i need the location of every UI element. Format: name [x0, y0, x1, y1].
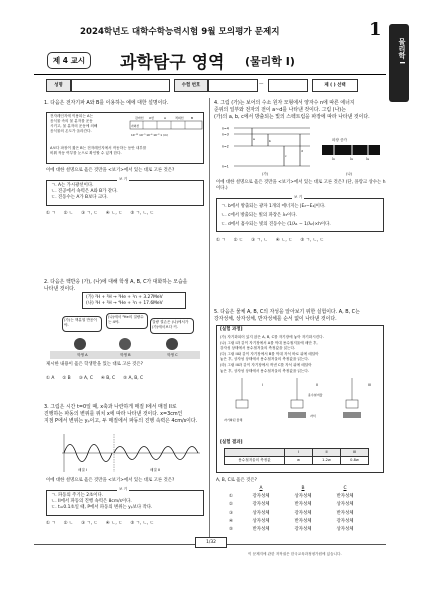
header-rule [34, 74, 386, 75]
q2-stem: 2. 다음은 핵반응 (가), (나)에 대해 학생 A, B, C가 대화하는 모습을 나타낸 것이다. [44, 279, 188, 292]
subject-sub: (물리학 I) [245, 55, 295, 68]
q3-ask: 이에 대한 설명으로 옳은 것만을 <보기>에서 있는 대로 고른 것은? [46, 478, 175, 483]
footer-notice: 이 문제지에 관한 저작권은 한국교육과정평가원에 있습니다. [248, 552, 342, 556]
spectrum-label-a: A [164, 116, 167, 120]
page-number: 1 [369, 19, 382, 40]
q5-figure [222, 376, 382, 422]
q4-bogi-title: 보 기 [294, 195, 303, 199]
q1-choice-3[interactable]: ③ ㄱ, ㄷ [81, 211, 98, 216]
exam-no-dash: — [259, 82, 264, 87]
q3-choice-1[interactable]: ① ㄱ [46, 521, 56, 526]
q4-label-na: (나) [346, 172, 353, 176]
q1-passage-tail: A보다 파장이 짧은 B는 전자레인지에서 작동하는 동안 내부를 비춰 작동 여부를 눈으로 확인할 수 있게 한다. [50, 146, 147, 155]
fig-label-1: I [262, 383, 263, 387]
transition-d: d [301, 149, 303, 153]
side-tab-label: 물리학 I [398, 38, 406, 65]
spectrum-label-gamma: 감마선 [135, 116, 144, 120]
q3-choice-3[interactable]: ③ ㄱ, ㄷ [81, 521, 98, 526]
q3-wave-graph [60, 432, 202, 474]
line-l2: λ₂ [350, 157, 354, 161]
q1-choice-1[interactable]: ① ㄱ [46, 211, 56, 216]
q1-choices [46, 211, 208, 217]
exam-title: 2024학년도 대학수학능력시험 9월 모의평가 문제지 [80, 27, 280, 37]
q1-ask: 이에 대한 설명으로 옳은 것만을 <보기>에서 있는 대로 고른 것은? [46, 168, 175, 173]
q5-ask: A, B, C로 옳은 것은? [216, 478, 257, 483]
q5-answer-table: A B C ① 강자성체 상자성체 반자성체 ② 강자성체 반자성체 상자성체 ③ 상자성체 강자성체 반자성체 ④ 상자성체 반자성체 강자성체 ⑤ 반자성체 강자성체 상자성체 [228, 485, 366, 534]
fig-label-3: III [368, 383, 371, 387]
q5-result-table: I II III 용수철저울의 측정값 w 1.2w 0.8w [224, 448, 369, 465]
q5-choice-1[interactable]: ① 강자성체 상자성체 반자성체 [229, 494, 354, 500]
fig-label-object: 자기화된 물체 [224, 418, 243, 422]
footer-page: 1 [206, 540, 209, 545]
q5-choice-2[interactable]: ② 강자성체 반자성체 상자성체 [229, 502, 354, 508]
line-l1: λ₁ [332, 157, 336, 161]
q4-choices [216, 238, 386, 244]
q3-choices [46, 521, 208, 527]
q2-choice-3[interactable]: ③ A, C [78, 376, 93, 381]
q1-choice-5[interactable]: ⑤ ㄱ, ㄴ, ㄷ [130, 211, 155, 216]
q2-student-b: 학생 B [120, 353, 131, 357]
q1-options: ㄱ. A는 가시광선이다. ㄴ. 진공에서 속력은 A와 B가 같다. ㄷ. 진동수는 A가 B보다 크다. [51, 183, 118, 201]
level-n4: n=4 [222, 126, 229, 131]
q5-choice-5[interactable]: ⑤ 반자성체 강자성체 상자성체 [229, 527, 354, 533]
name-label: 성명 [46, 79, 71, 92]
subject-main: 과학탐구 영역 [120, 53, 225, 73]
footer-total: 32 [210, 540, 216, 545]
q1-passage: 전자레인지에 이용되는 A는 음식물 속의 물 분자를 운동 시키고, 물 분자의 운동에 의해 음식물의 온도가 올라간다. [50, 114, 98, 133]
level-n1: n=1 [222, 164, 229, 169]
q4-spectrum-bar [322, 145, 380, 161]
q5-exp-title: [실험 과정] [220, 327, 243, 332]
q1-choice-2[interactable]: ② ㄴ [63, 211, 74, 216]
level-n3: n=3 [222, 132, 229, 137]
q1-stem: 1. 다음은 전자기파 A와 B를 이용하는 예에 대한 설명이다. [44, 100, 169, 106]
q4-choice-5[interactable]: ⑤ ㄱ, ㄴ, ㄷ [300, 238, 325, 243]
q4-spectrum-title: 파장 증가 [332, 138, 348, 142]
fig-label-2: II [316, 383, 318, 387]
q5-choice-3[interactable]: ③ 상자성체 강자성체 반자성체 [229, 510, 354, 516]
footer-page-box: 1/32 [195, 537, 227, 548]
q2-student-a: 학생 A [77, 353, 88, 357]
q4-options: ㄱ. b에서 방출되는 광자 1개의 에너지는 |E₂−E₄|이다. ㄴ. c에서 방출되는 빛의 파장은 λ₃이다. ㄷ. d에서 흡수되는 빛의 진동수는 (1/λ₁ − 1/λ₂)×h이다. [221, 204, 331, 227]
q4-choice-2[interactable]: ② ㄷ [233, 238, 244, 243]
q4-ask: 이에 대한 설명으로 옳은 것만을 <보기>에서 있는 대로 고른 것은? (단, 플랑크 상수는 h이다.) [216, 180, 386, 192]
exam-no-field-1[interactable] [208, 79, 258, 92]
q3-options: ㄱ. 파동의 주기는 2초이다. ㄴ. II에서 파동의 진행 속력은 8cm/s이다. ㄷ. t=0.1초일 때, P에서 파동의 변위는 yₚ보다 작다. [51, 493, 153, 511]
q2-speech-a: (가)는 핵분열 반응이야. [62, 316, 102, 332]
column-divider [209, 98, 210, 538]
exam-no-field-2[interactable] [268, 79, 308, 92]
q3-medium-2: 매질 II [150, 468, 160, 472]
transition-c: c [285, 154, 287, 158]
q3-choice-5[interactable]: ⑤ ㄱ, ㄴ, ㄷ [130, 521, 155, 526]
q3-choice-2[interactable]: ② ㄴ [63, 521, 74, 526]
spectrum-label-b: B [191, 116, 194, 120]
q5-stem: 5. 다음은 물체 A, B, C의 자성을 알아보기 위한 실험이다. A, B, C는 강자성체, 상자성체, 반자성체를 순서 없이 나타낸 것이다. [214, 309, 360, 322]
transition-a: a [253, 137, 255, 141]
q4-stem: 4. 그림 (가)는 보어의 수소 원자 모형에서 양자수 n에 따른 에너지 준위의 일부와 전자의 전이 a~d를 나타낸 것이다. 그림 (나)는 (가)의 a, b, c에서 방출되는 빛의 스펙트럼을 파장에 따라 나타낸 것이다. [214, 100, 370, 120]
fig-label-scale: 용수철저울 [308, 393, 323, 397]
q2-speech-c: 질량 결손은 (나)에서가 (가)에서보다 커. [150, 318, 194, 334]
period-badge: 제 4 교시 [47, 52, 91, 69]
q1-choice-4[interactable]: ④ ㄴ, ㄷ [105, 211, 123, 216]
q2-speech-b: (나)에서 ⁴He의 질량수는 4야. [106, 313, 148, 329]
q2-choice-5[interactable]: ⑤ A, B, C [123, 376, 144, 381]
spectrum-label-uv: 자외선 [131, 124, 140, 128]
q2-equations: (가) ²H + ²H → ³He + ¹n + 3.27MeV (나) ³H + ²H → ⁴He + ¹n + 17.6MeV [82, 292, 186, 309]
name-field[interactable] [71, 79, 170, 92]
selection-box: 제 ( ) 선택 [312, 79, 358, 92]
q3-choice-4[interactable]: ④ ㄴ, ㄷ [105, 521, 123, 526]
q5-steps: (가) 자기화되어 있지 않은 A, B, C를 자기장에 놓아 자기화시킨다. (나) 그림 I과 같이 자기장에서 A를 막대 용수철저울에 매단 후, 강자성 상태에서 용수철저울의 측정값을 읽는다. (다) 그림 II와 같이 자기장에서 B를 막대 자석 바로 위에 매달아 놓은 후, 상자성 상태에서 용수철저울의 측정값을 읽는다. (라) 그림 III과 같이 자기장에서 꺼낸 C를 자석 위에 매달아 놓은 후, 상자성 상태에서 용수철저울의 측정값을 읽는다. [220, 335, 324, 373]
q3-medium-1: 매질 I [78, 468, 87, 472]
q2-choice-1[interactable]: ① A [46, 376, 55, 381]
level-n2: n=2 [222, 144, 229, 149]
q4-choice-1[interactable]: ① ㄱ [216, 238, 226, 243]
q2-choices [46, 376, 208, 382]
transition-b: b [269, 139, 271, 143]
q3-bogi-title: 보 기 [119, 487, 128, 491]
q2-choice-4[interactable]: ④ B, C [100, 376, 116, 381]
q1-spectrum-diagram [129, 114, 203, 144]
line-l3: λ₃ [366, 157, 370, 161]
q3-stem: 3. 그림은 시간 t=0일 때, x축과 나란하게 매질 I에서 매질 II로 진행하는 파동의 변위를 위치 x에 따라 나타낸 것이다. x=3cm인 지점 P에서 변위는 yₚ이고, 두 매질에서 파동의 진행 속력은 4cm/s이다. [44, 404, 198, 424]
q4-choice-3[interactable]: ③ ㄱ, ㄴ [251, 238, 268, 243]
q2-ask: 제시한 내용이 옳은 학생만을 있는 대로 고른 것은? [46, 362, 143, 367]
q5-result-title: [실험 결과] [220, 440, 243, 445]
q4-energy-levels [222, 124, 314, 170]
spectrum-label-ir: 적외선 [175, 116, 184, 120]
q1-bogi-title: 보 기 [119, 177, 128, 181]
fig-label-magnet: 자석 [310, 414, 316, 418]
q2-student-c: 학생 C [167, 353, 178, 357]
q2-choice-2[interactable]: ② B [62, 376, 71, 381]
spectrum-ticks: 10⁻¹² 10⁻⁹ 10⁻⁶ 10⁻³ 1 (m) [131, 133, 168, 137]
exam-no-label: 수험 번호 [174, 79, 208, 92]
q4-label-ga: (가) [262, 172, 269, 176]
q4-choice-4[interactable]: ④ ㄴ, ㄷ [275, 238, 293, 243]
spectrum-label-x: X선 [149, 116, 154, 120]
q5-choice-4[interactable]: ④ 상자성체 반자성체 강자성체 [229, 518, 354, 524]
